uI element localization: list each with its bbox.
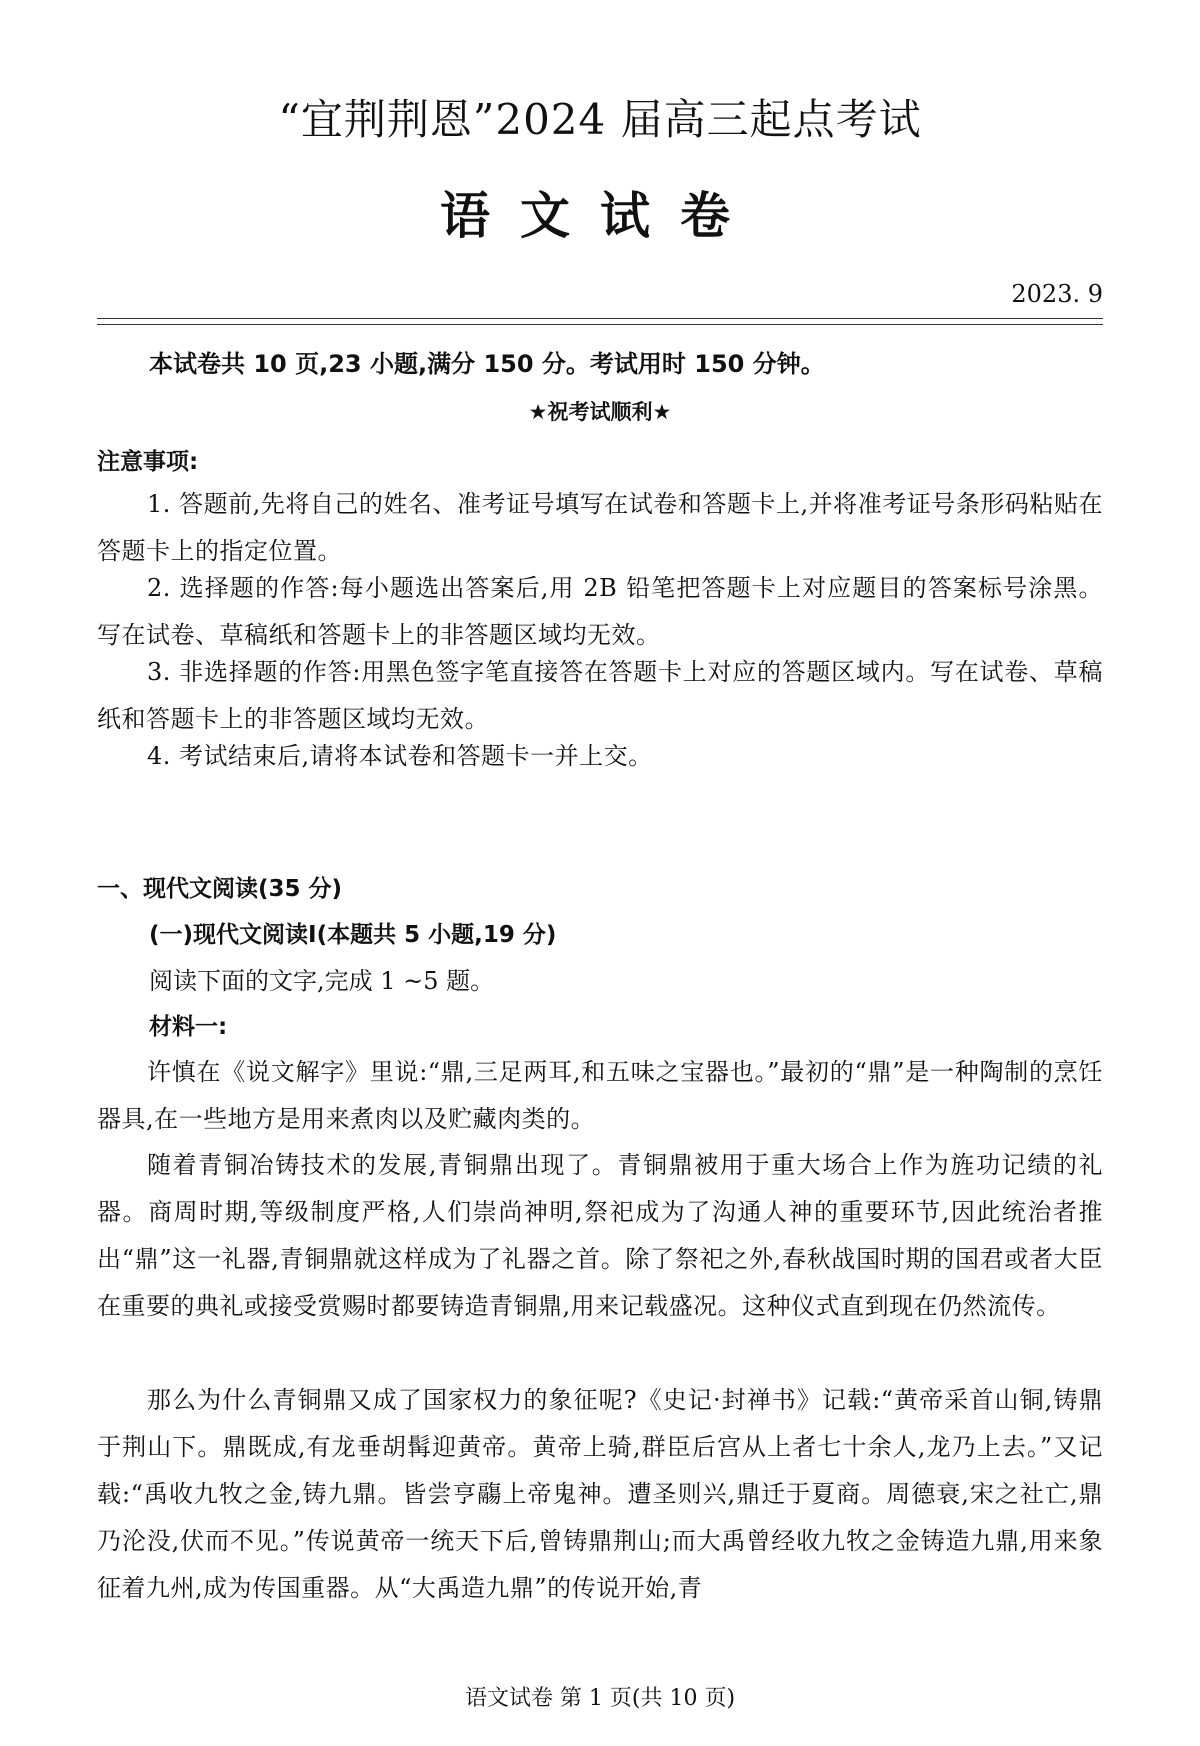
exam-date: 2023. 9 xyxy=(1011,280,1103,308)
subject-title: 语文试卷 xyxy=(440,187,760,245)
reading-instruction: 阅读下面的文字,完成 1 ~5 题。 xyxy=(149,967,495,995)
material-paragraph-3: 那么为什么青铜鼎又成了国家权力的象征呢?《史记·封禅书》记载:“黄帝采首山铜,铸鼎于荆山下。鼎既成,有龙垂胡髯迎黄帝。黄帝上骑,群臣后宫从上者七十余人,龙乃上去。”又记载:“禹收九牧之金,铸九鼎。皆尝亨鬺上帝鬼神。遭圣则兴,鼎迁于夏商。周德衰,宋之社亡,鼎乃沦没,伏而不见。”传说黄帝一统天下后,曾铸鼎荆山;而大禹曾经收九牧之金铸造九鼎,用来象征着九州,成为传国重器。从“大禹造九鼎”的传说开始,青 xyxy=(97,1386,1103,1602)
header-divider xyxy=(97,318,1103,325)
page-footer: 语文试卷 第 1 页(共 10 页) xyxy=(464,1686,736,1711)
notice-item-1: 1. 答题前,先将自己的姓名、准考证号填写在试卷和答题卡上,并将准考证号条形码粘贴在答题卡上的指定位置。 xyxy=(97,490,1103,565)
material-label: 材料一: xyxy=(149,1014,228,1040)
section-sub-heading: (一)现代文阅读Ⅰ(本题共 5 小题,19 分) xyxy=(149,922,557,948)
section-heading: 一、现代文阅读(35 分) xyxy=(97,876,343,902)
notice-item-2: 2. 选择题的作答:每小题选出答案后,用 2B 铅笔把答题卡上对应题目的答案标号涂黑。写在试卷、草稿纸和答题卡上的非答题区域均无效。 xyxy=(97,574,1103,649)
material-paragraph-1: 许慎在《说文解字》里说:“鼎,三足两耳,和五味之宝器也。”最初的“鼎”是一种陶制的烹饪器具,在一些地方是用来煮肉以及贮藏肉类的。 xyxy=(97,1058,1103,1133)
notice-item-3: 3. 非选择题的作答:用黑色签字笔直接答在答题卡上对应的答题区域内。写在试卷、草稿纸和答题卡上的非答题区域均无效。 xyxy=(97,658,1103,733)
exam-title: “宜荆荆恩”2024 届高三起点考试 xyxy=(278,95,922,144)
notice-heading: 注意事项: xyxy=(97,449,199,475)
exam-info: 本试卷共 10 页,23 小题,满分 150 分。考试用时 150 分钟。 xyxy=(149,350,825,378)
exam-page xyxy=(97,0,1103,1746)
material-paragraph-2: 随着青铜冶铸技术的发展,青铜鼎出现了。青铜鼎被用于重大场合上作为旌功记绩的礼器。商周时期,等级制度严格,人们崇尚神明,祭祀成为了沟通人神的重要环节,因此统治者推出“鼎”这一礼器,青铜鼎就这样成为了礼器之首。除了祭祀之外,春秋战国时期的国君或者大臣在重要的典礼或接受赏赐时都要铸造青铜鼎,用来记载盛况。这种仪式直到现在仍然流传。 xyxy=(97,1151,1103,1320)
notice-item-4: 4. 考试结束后,请将本试卷和答题卡一并上交。 xyxy=(147,742,653,770)
good-luck-banner: ★祝考试顺利★ xyxy=(528,400,672,424)
